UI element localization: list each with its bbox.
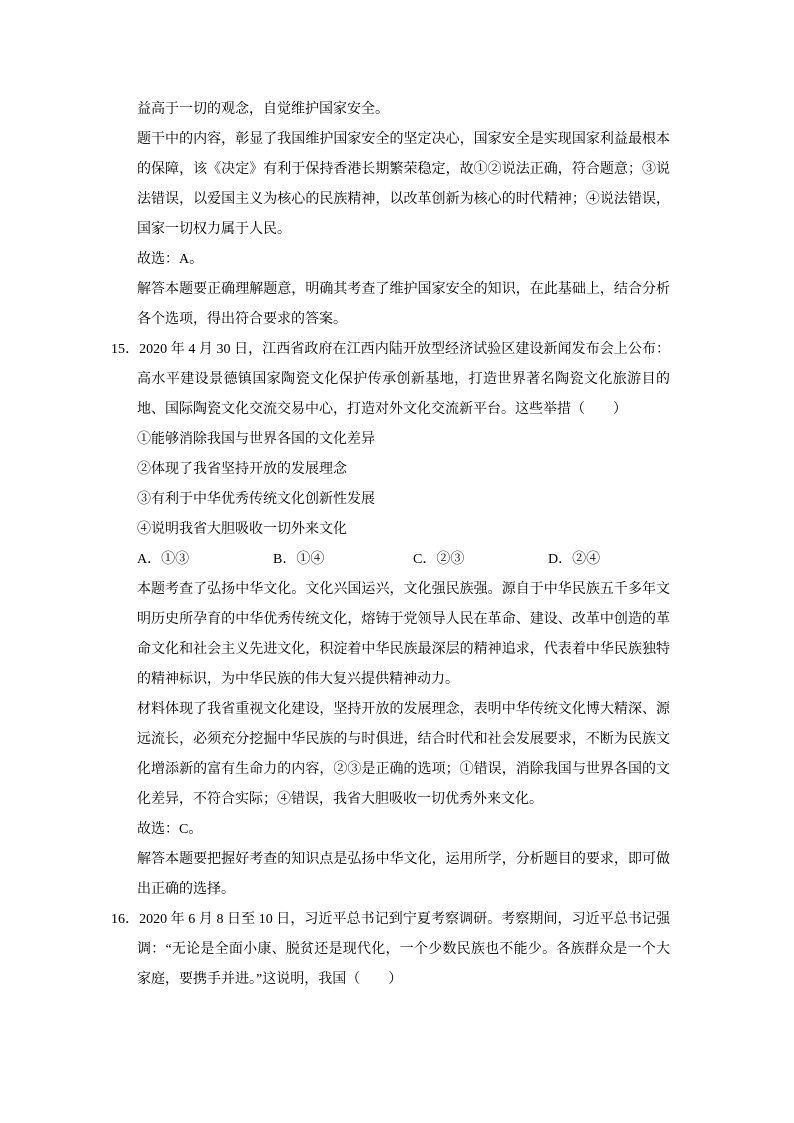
q15-numbered-point-4: ④说明我省大胆吸收一切外来文化 — [137, 522, 347, 537]
q15-option-d: D．②④ — [548, 552, 601, 567]
q15-numbered-point-1: ①能够消除我国与世界各国的文化差异 — [137, 432, 375, 447]
q16-stem: 16．2020 年 6 月 8 日至 10 日，习近平总书记到宁夏考察调研。考察期间，习近平总书记强调：“无论是全面小康、脱贫还是现代化，一个少数民族也不能少。各族群众是一个大家庭，要携手并进。”这说明，我国（ ） — [111, 912, 670, 987]
q15-review-paragraph: 解答本题要把握好考查的知识点是弘扬中华文化，运用所学，分析题目的要求，即可做出正确的选择。 — [137, 852, 670, 897]
q15-stem: 15．2020 年 4 月 30 日，江西省政府在江西内陆开放型经济试验区建设新闻发布会上公布：高水平建设景德镇国家陶瓷文化保护传承创新基地，打造世界著名陶瓷文化旅游目的地、国际陶瓷文化交流交易中心，打造对外文化交流新平台。这些举措（ ） — [111, 342, 670, 417]
q14-analysis-paragraph: 题干中的内容，彰显了我国维护国家安全的坚定决心，国家安全是实现国家利益最根本的保障，该《决定》有利于保持香港长期繁荣稳定，故①②说法正确，符合题意；③说法错误，以爱国主义为核心的民族精神，以改革创新为核心的时代精神；④说法错误，国家一切权力属于人民。 — [137, 132, 670, 237]
q15-analysis-paragraph-2: 材料体现了我省重视文化建设，坚持开放的发展理念，表明中华传统文化博大精深、源远流长，必须充分挖掘中华民族的与时俱进，结合时代和社会发展要求，不断为民族文化增添新的富有生命力的内容，②③是正确的选项；①错误，消除我国与世界各国的文化差异，不符合实际；④错误，我省大胆吸收一切优秀外来文化。 — [137, 702, 670, 807]
q15-option-b: B．①④ — [273, 552, 325, 567]
q15-options-row — [137, 545, 670, 575]
q14-answer-continuation-line: 益高于一切的观念，自觉维护国家安全。 — [137, 102, 389, 117]
q15-numbered-point-3: ③有利于中华优秀传统文化创新性发展 — [137, 492, 375, 507]
q14-review-paragraph: 解答本题要正确理解题意，明确其考查了维护国家安全的知识，在此基础上，结合分析各个选项，得出符合要求的答案。 — [137, 282, 670, 327]
q15-answer-line: 故选：C。 — [137, 822, 203, 837]
document-text-area — [111, 95, 670, 995]
q15-option-a: A．①③ — [137, 552, 190, 567]
q15-option-c: C．②③ — [413, 552, 465, 567]
q14-answer-line: 故选：A。 — [137, 252, 204, 267]
q15-numbered-point-2: ②体现了我省坚持开放的发展理念 — [137, 462, 347, 477]
q15-analysis-paragraph-1: 本题考查了弘扬中华文化。文化兴国运兴，文化强民族强。源自于中华民族五千多年文明历史所孕育的中华优秀传统文化，熔铸于党领导人民在革命、建设、改革中创造的革命文化和社会主义先进文化，积淀着中华民族最深层的精神追求，代表着中华民族独特的精神标识，为中华民族的伟大复兴提供精神动力。 — [137, 582, 670, 687]
